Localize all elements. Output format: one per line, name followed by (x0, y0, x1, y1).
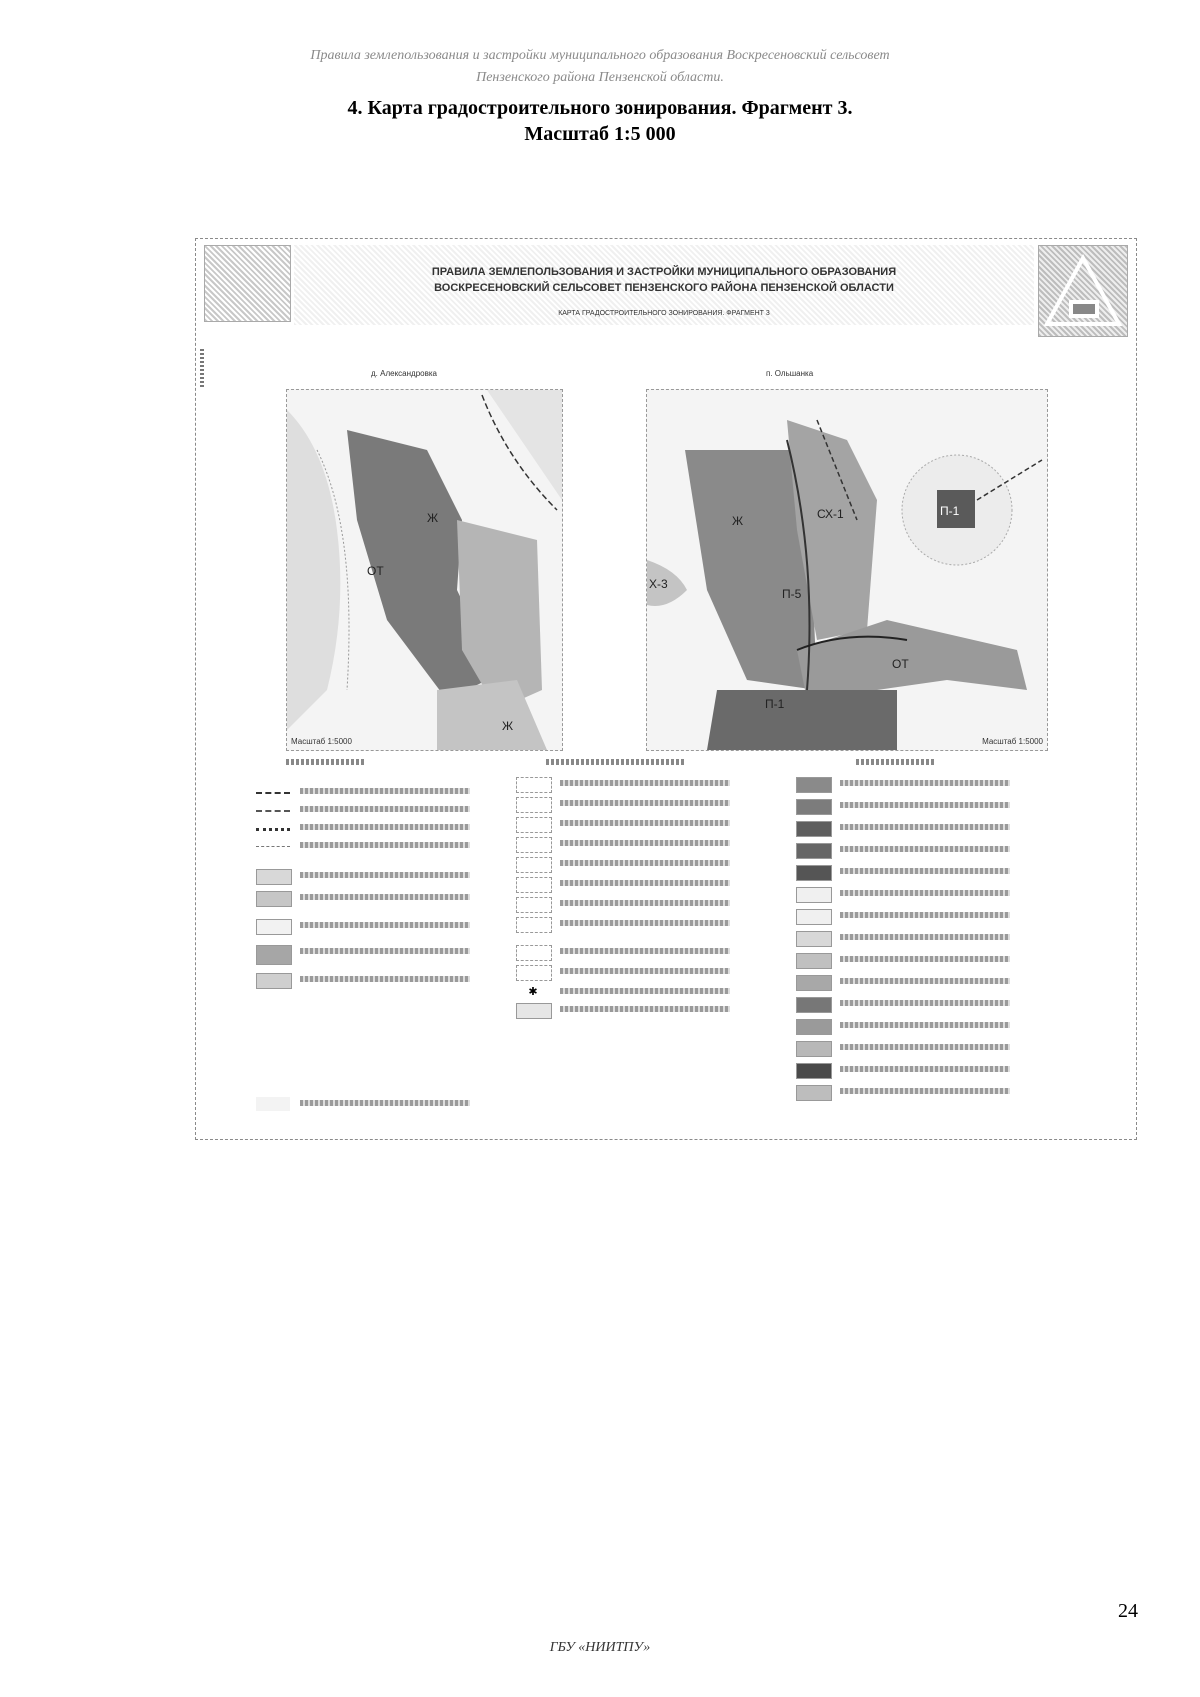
coat-of-arms-emblem (204, 245, 291, 322)
north-arrow-icon (200, 349, 204, 389)
map-sheet (195, 238, 1137, 1140)
banner-title-line1: ПРАВИЛА ЗЕМЛЕПОЛЬЗОВАНИЯ И ЗАСТРОЙКИ МУНИЦИПАЛЬНОГО ОБРАЗОВАНИЯ (431, 266, 897, 278)
page-footer: ГБУ «НИИТПУ» (549, 1640, 651, 1655)
page-number: 24 (1118, 1600, 1138, 1622)
zone-label-skh-1: СХ-1 (817, 507, 844, 521)
zone-label-zh-2: Ж (502, 719, 514, 733)
page-title-line2: Масштаб 1:5 000 (524, 123, 676, 145)
right-map-scale: Масштаб 1:5000 (982, 737, 1043, 746)
zone-label-p-1-2: П-1 (765, 697, 785, 711)
banner-subtitle: КАРТА ГРАДОСТРОИТЕЛЬНОГО ЗОНИРОВАНИЯ. ФРАГМЕНТ 3 (558, 310, 770, 317)
institute-logo (1038, 245, 1128, 337)
left-map-scale: Масштаб 1:5000 (291, 737, 352, 746)
zone-label-kh-3: Х-3 (649, 577, 668, 591)
zone-label-ot: ОТ (892, 657, 909, 671)
running-header-line2: Пензенского района Пензенской области. (476, 70, 724, 85)
legend-heading (286, 759, 366, 765)
zone-label-zh: Ж (427, 511, 439, 525)
page-title-line1: 4. Карта градостроительного зонирования. Фрагмент 3. (347, 97, 853, 119)
legend-heading (546, 759, 686, 765)
left-map (286, 389, 563, 751)
zone-label-p-5: П-5 (782, 587, 802, 601)
left-map-caption: д. Александровка (371, 369, 437, 378)
right-map-caption: п. Ольшанка (766, 369, 814, 378)
legend-column-2 (516, 759, 796, 1019)
legend-column-1 (216, 759, 476, 1119)
zone-label-p-1: П-1 (940, 504, 960, 518)
legend-heading (856, 759, 936, 765)
zone-label-zh: Ж (732, 514, 744, 528)
right-map-graphic (647, 390, 1047, 750)
right-map (646, 389, 1048, 751)
sheet-banner (294, 245, 1034, 325)
zone-label-ot: ОТ (367, 564, 384, 578)
running-header-line1: Правила землепользования и застройки муниципального образования Воскресеновский сельсовет (310, 48, 890, 63)
legend-column-3 (796, 759, 1096, 1129)
logo-triangle-icon (1039, 246, 1127, 336)
left-map-graphic (287, 390, 562, 750)
asterisk-icon: ✱ (516, 985, 550, 999)
banner-title-line2: ВОСКРЕСЕНОВСКИЙ СЕЛЬСОВЕТ ПЕНЗЕНСКОГО РАЙОНА ПЕНЗЕНСКОЙ ОБЛАСТИ (434, 282, 894, 294)
